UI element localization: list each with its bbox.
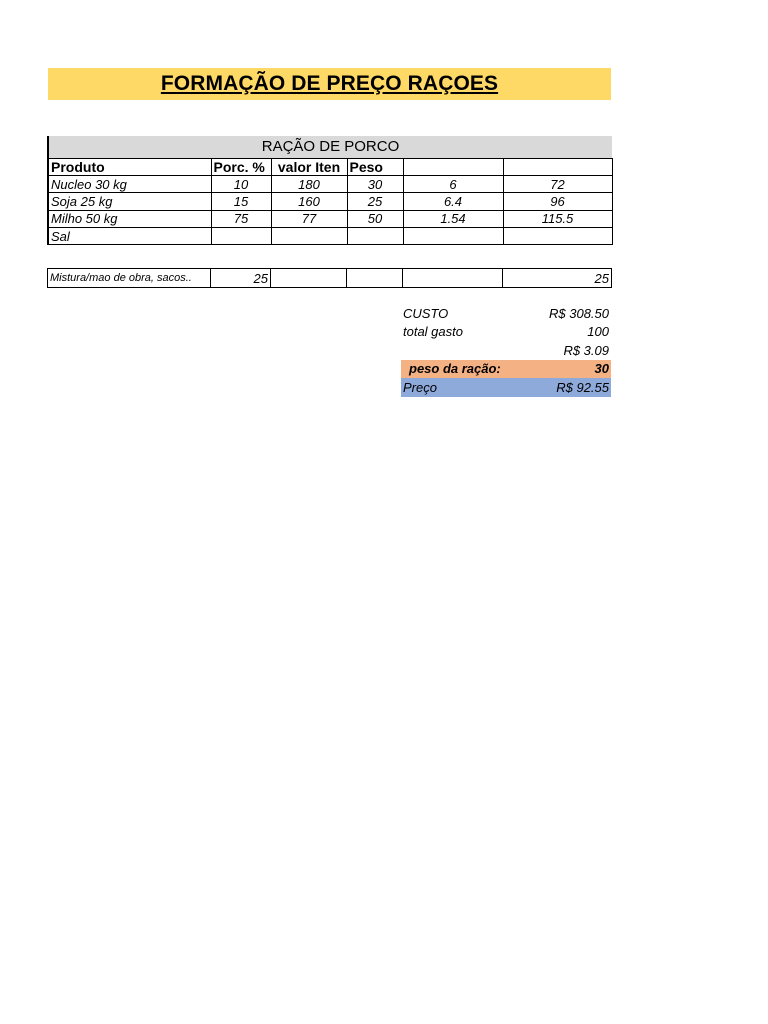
mix-empty-e[interactable] bbox=[403, 269, 503, 288]
col-peso[interactable]: Peso bbox=[347, 158, 403, 175]
cell-produto[interactable]: Soja 25 kg bbox=[48, 193, 211, 210]
cell-produto[interactable]: Nucleo 30 kg bbox=[48, 175, 211, 192]
cell-valor[interactable]: 180 bbox=[271, 175, 347, 192]
table-header-row bbox=[48, 136, 612, 158]
cell-e[interactable]: 1.54 bbox=[403, 210, 503, 227]
cell-produto[interactable]: Milho 50 kg bbox=[48, 210, 211, 227]
custo-label[interactable]: CUSTO bbox=[403, 305, 449, 321]
col-porc[interactable]: Porc. % bbox=[211, 158, 271, 175]
cell-f[interactable]: 72 bbox=[503, 175, 612, 192]
unit-value[interactable]: R$ 3.09 bbox=[563, 342, 609, 358]
total-row bbox=[401, 323, 611, 342]
title-bar bbox=[48, 68, 611, 100]
total-value[interactable]: 100 bbox=[587, 324, 609, 340]
mix-row bbox=[48, 269, 612, 288]
table-row bbox=[48, 228, 612, 245]
preco-value[interactable]: R$ 92.55 bbox=[556, 379, 609, 395]
peso-row bbox=[401, 360, 611, 379]
mix-empty-d[interactable] bbox=[347, 269, 403, 288]
mix-total[interactable]: 25 bbox=[503, 269, 612, 288]
cell-valor[interactable]: 160 bbox=[271, 193, 347, 210]
cell-f[interactable] bbox=[503, 228, 612, 245]
peso-label[interactable]: peso da ração: bbox=[409, 361, 501, 377]
cell-produto[interactable]: Sal bbox=[48, 228, 211, 245]
cell-peso[interactable] bbox=[347, 228, 403, 245]
cell-e[interactable]: 6.4 bbox=[403, 193, 503, 210]
col-f[interactable] bbox=[503, 158, 612, 175]
table-header[interactable]: RAÇÃO DE PORCO bbox=[48, 136, 612, 158]
table-row bbox=[48, 210, 612, 227]
cell-porc[interactable]: 75 bbox=[211, 210, 271, 227]
unit-row bbox=[401, 341, 611, 360]
cell-f[interactable]: 96 bbox=[503, 193, 612, 210]
mix-empty-c[interactable] bbox=[271, 269, 347, 288]
col-valor[interactable]: valor Iten bbox=[271, 158, 347, 175]
summary-block bbox=[401, 304, 611, 397]
cell-porc[interactable] bbox=[211, 228, 271, 245]
cell-peso[interactable]: 25 bbox=[347, 193, 403, 210]
table-row bbox=[48, 193, 612, 210]
cell-peso[interactable]: 30 bbox=[347, 175, 403, 192]
total-label[interactable]: total gasto bbox=[403, 324, 463, 340]
mix-label[interactable]: Mistura/mao de obra, sacos.. bbox=[48, 269, 211, 288]
mix-value[interactable]: 25 bbox=[211, 269, 271, 288]
cell-f[interactable]: 115.5 bbox=[503, 210, 612, 227]
cell-e[interactable]: 6 bbox=[403, 175, 503, 192]
cell-porc[interactable]: 15 bbox=[211, 193, 271, 210]
table-row bbox=[48, 175, 612, 192]
cell-e[interactable] bbox=[403, 228, 503, 245]
col-e[interactable] bbox=[403, 158, 503, 175]
column-header-row bbox=[48, 158, 612, 175]
peso-value[interactable]: 30 bbox=[594, 361, 609, 377]
mix-table bbox=[47, 268, 612, 288]
preco-label[interactable]: Preço bbox=[403, 379, 437, 395]
preco-row bbox=[401, 378, 611, 397]
custo-value[interactable]: R$ 308.50 bbox=[549, 305, 609, 321]
cell-peso[interactable]: 50 bbox=[347, 210, 403, 227]
cell-porc[interactable]: 10 bbox=[211, 175, 271, 192]
cell-valor[interactable]: 77 bbox=[271, 210, 347, 227]
col-produto[interactable]: Produto bbox=[48, 158, 211, 175]
custo-row bbox=[401, 304, 611, 323]
feed-table bbox=[47, 136, 613, 245]
page-title: FORMAÇÃO DE PREÇO RAÇOES bbox=[160, 72, 499, 95]
cell-valor[interactable] bbox=[271, 228, 347, 245]
